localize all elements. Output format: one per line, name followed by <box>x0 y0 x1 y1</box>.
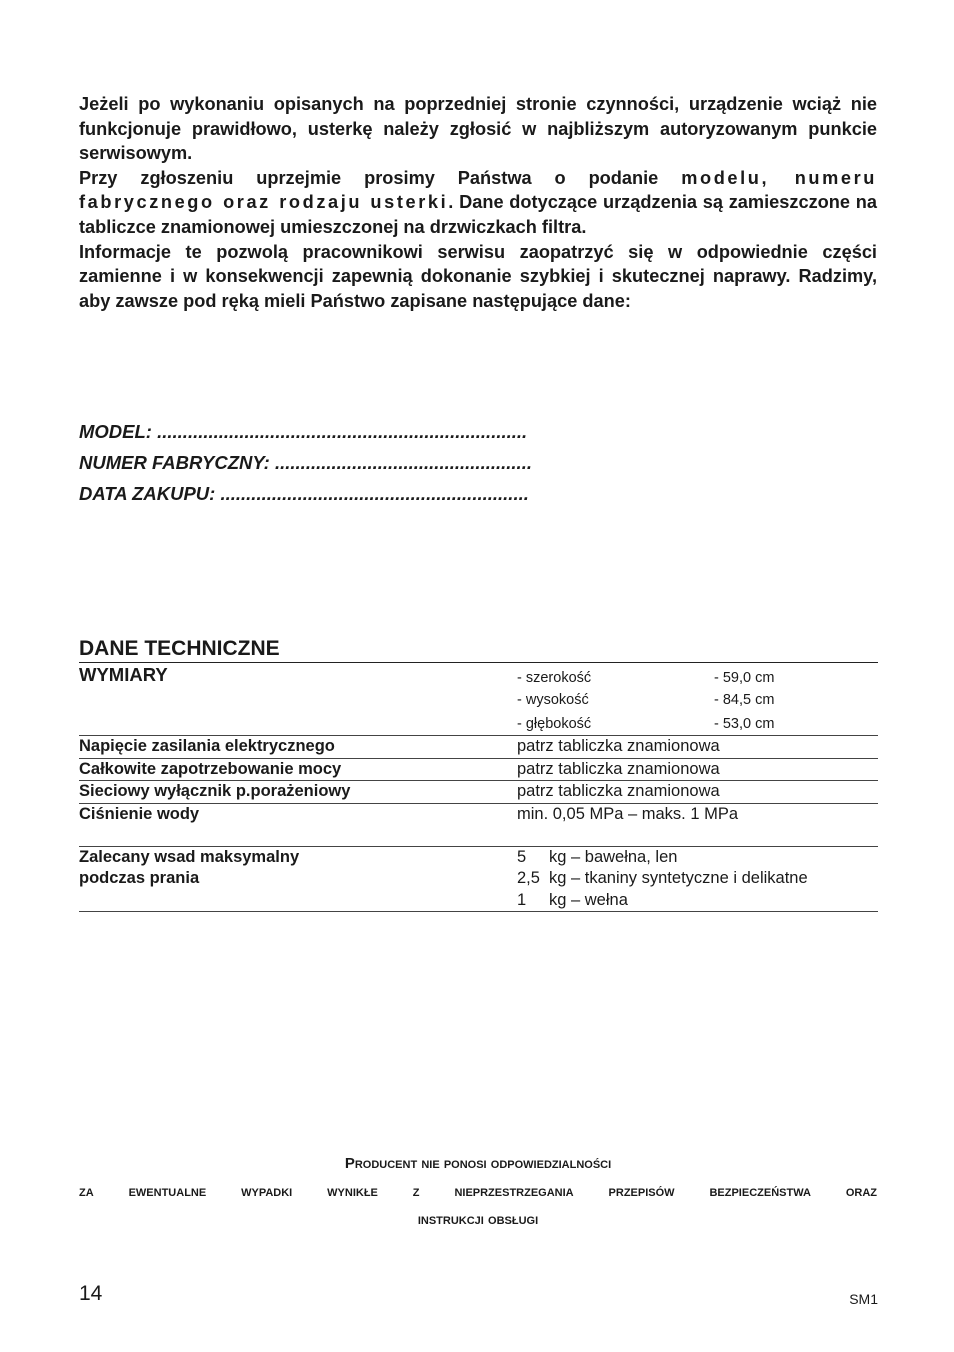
spec-label: Całkowite zapotrzebowanie mocy <box>79 759 342 778</box>
dimensions-values <box>517 663 878 735</box>
load-values <box>517 847 878 912</box>
spec-value: patrz tabliczka znamionowa <box>517 759 720 778</box>
intro-p2-start: Przy zgłoszeniu uprzejmie prosimy Państwa o podanie <box>79 167 682 188</box>
intro-p2-end: . Dane dotyczące urządzenia są zamieszczone na tabliczce znamionowej umieszczonej na drzwiczkach filtra. <box>79 192 877 237</box>
disclaimer <box>79 1150 877 1234</box>
dimension-value: - 84,5 cm <box>714 692 775 708</box>
intro-text <box>79 92 877 313</box>
spec-row-switch <box>79 781 878 804</box>
disclaimer-line-1: Producent nie ponosi odpowiedzialności <box>344 1155 612 1172</box>
load-line <box>517 890 878 912</box>
load-amount: 1 <box>517 890 527 909</box>
technical-data <box>79 636 878 912</box>
spec-label: Napięcie zasilania elektrycznego <box>79 737 335 755</box>
serial-field: NUMER FABRYCZNY: .................................................. <box>79 452 532 473</box>
load-label-line: Zalecany wsad maksymalny <box>79 847 300 866</box>
dimension-name: - głębokość <box>517 716 592 732</box>
load-text: kg – tkaniny syntetyczne i delikatne <box>549 869 808 887</box>
load-text: kg – wełna <box>549 890 628 909</box>
dimension-line <box>517 667 878 689</box>
document-code: SM1 <box>849 1291 878 1307</box>
intro-paragraph-3: Informacje te pozwolą pracownikowi serwisu zaopatrzyć się w odpowiednie części zamienne i w konsekwencji zapewnią dokonanie szybkiej i skutecznej naprawy. Radzimy, aby zawsze pod ręką mieli Państwo zapisane następujące dane: <box>79 241 877 311</box>
model-field: MODEL: ........................................................................ <box>79 421 528 442</box>
spec-row-voltage <box>79 736 878 759</box>
dimension-value: - 53,0 cm <box>714 716 775 732</box>
intro-p2-spaced: modelu, numeru fabrycznego oraz rodzaju usterki <box>79 167 877 213</box>
dimension-line <box>517 713 878 735</box>
intro-paragraph-2 <box>79 166 877 240</box>
technical-data-title: DANE TECHNICZNE <box>79 636 878 663</box>
spec-row-max-load <box>79 847 878 913</box>
load-label-line: podczas prania <box>79 869 200 887</box>
purchase-date-field: DATA ZAKUPU: ............................................................ <box>79 483 529 504</box>
spec-label <box>79 847 517 912</box>
dimensions-label: WYMIARY <box>79 664 168 685</box>
load-line <box>517 847 878 869</box>
spec-value: patrz tabliczka znamionowa <box>517 782 720 800</box>
intro-paragraph-1: Jeżeli po wykonaniu opisanych na poprzedniej stronie czynności, urządzenie wciąż nie funkcjonuje prawidłowo, usterkę należy zgłosić w najbliższym autoryzowanym punkcie serwisowym. <box>79 94 877 164</box>
dimensions-row <box>79 663 878 736</box>
page-number: 14 <box>79 1282 103 1305</box>
disclaimer-line-3: instrukcji obsługi <box>417 1211 539 1228</box>
spec-row-water-pressure <box>79 804 878 847</box>
load-amount: 5 <box>517 847 527 866</box>
spec-value: patrz tabliczka znamionowa <box>517 737 720 755</box>
disclaimer-line-2: za ewentualne wypadki wynikłe z nieprzestrzegania przepisów bezpieczeństwa oraz <box>79 1183 877 1200</box>
load-amount: 2,5 <box>517 869 540 887</box>
load-text: kg – bawełna, len <box>549 847 678 866</box>
spec-label: Ciśnienie wody <box>79 804 200 823</box>
dimension-value: - 59,0 cm <box>714 670 775 686</box>
dimension-name: - szerokość <box>517 670 592 686</box>
dimension-line <box>517 689 878 711</box>
spec-row-power <box>79 759 878 782</box>
spec-value: min. 0,05 MPa – maks. 1 MPa <box>517 804 739 823</box>
dimension-name: - wysokość <box>517 692 589 708</box>
product-fields <box>79 416 639 509</box>
spec-label: Sieciowy wyłącznik p.porażeniowy <box>79 782 351 800</box>
load-line <box>517 868 878 890</box>
